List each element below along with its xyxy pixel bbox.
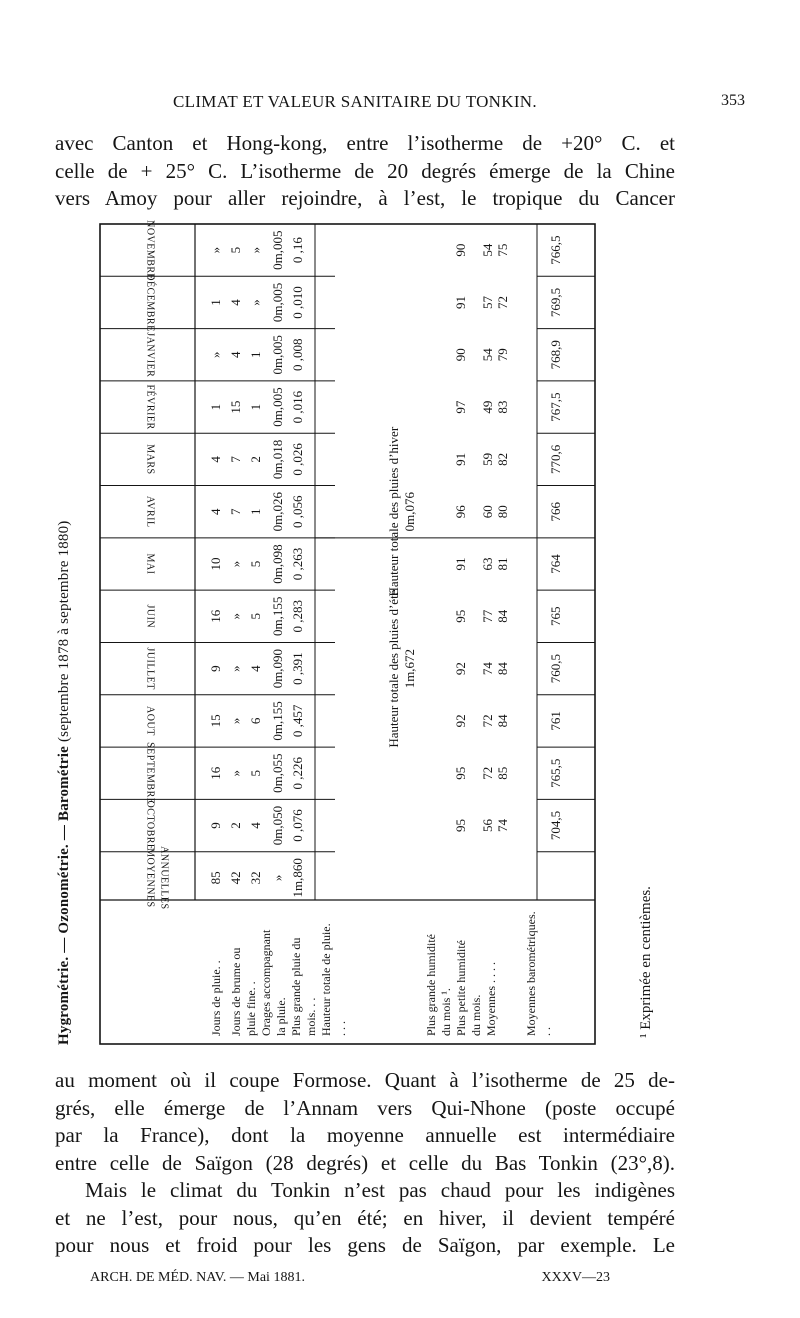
cell-moyennes-barometriques: 761 [548,711,563,731]
cell-plus-grande-humidite: 91 [453,452,468,466]
cell-orages: 32 [248,871,263,885]
cell-moyennes-barometriques: 765,5 [548,758,563,788]
cell-moyennes-barometriques: 760,5 [548,653,563,684]
paragraph-bottom [55,1067,675,1260]
text-line: celle de + 25° C. L’isotherme de 20 degrés émerge de la Chine [55,158,675,183]
text-line: avec Canton et Hong-kong, entre l’isotherme de +20° C. et [55,131,675,155]
cell-hauteur-pluie: 0 ,056 [290,495,305,528]
footer-journal: ARCH. DE MÉD. NAV. — Mai 1881. [90,1270,305,1285]
cell-plus-grande-humidite: 96 [453,505,468,519]
row-label-hauteur-pluie: Hauteur totale de pluie. [319,923,333,1036]
cell-jours-brume: 42 [228,871,243,885]
cell-plus-grande-pluie: 0m,026 [270,492,285,532]
cell-hauteur-pluie: 0 ,391 [290,652,305,685]
page-number: 353 [721,92,745,109]
page-footer [90,1270,640,1290]
row-label-plus-petite-humidite: Plus petite humidité [454,940,468,1036]
cell-jours-pluie: 16 [208,766,223,780]
cell-jours-brume: 4 [228,351,243,359]
cell-jours-pluie: 9 [208,822,223,829]
month-label: DÉCEMBRE [144,273,156,332]
cell-jours-pluie: 4 [208,456,223,463]
cell-moyennes-barometriques: 765 [548,606,563,627]
row-label-moyennes: Moyennes . . . . [484,962,498,1036]
cell-plus-grande-pluie: 0m,098 [270,544,285,584]
cell-hauteur-pluie: 0 ,026 [290,443,305,476]
footer-signature: XXXV—23 [541,1270,610,1285]
month-label: MARS [144,444,156,475]
month-label: ANNUELLES [158,846,170,910]
cell-moyennes: 79 [495,348,510,362]
cell-plus-grande-humidite: 90 [453,348,468,362]
cell-jours-pluie: 1 [208,403,223,411]
cell-moyennes-barometriques: 768,9 [548,340,563,370]
cell-plus-petite-humidite: 56 [480,819,495,833]
cell-moyennes: 75 [495,243,510,257]
cell-moyennes-barometriques: 770,6 [548,444,563,475]
cell-jours-pluie: 9 [208,665,223,672]
month-label: MOYENNES [144,848,156,908]
table-title-main: Hygrométrie. — Ozonométrie. — Barométrie [56,742,72,1045]
row-label-jours-brume: pluie fine. . [244,981,258,1036]
winter-total-value: 0m,076 [402,492,417,532]
cell-orages: 1 [248,403,263,411]
cell-plus-grande-pluie: 0m,005 [270,230,285,270]
cell-plus-petite-humidite: 57 [480,295,495,309]
text-line: et ne l’est, pour nous, qu’en été; en hiver, il devient tempéré [55,1205,675,1230]
cell-orages: » [248,299,263,306]
cell-plus-petite-humidite: 72 [480,714,495,728]
cell-jours-brume: 7 [228,456,243,463]
cell-plus-grande-humidite: 95 [453,609,468,623]
cell-plus-petite-humidite: 63 [480,557,495,571]
cell-moyennes: 83 [495,400,510,414]
cell-plus-grande-humidite: 95 [453,766,468,780]
text-line: pour nous et froid pour les gens de Saïgon, par exemple. Le [55,1233,675,1257]
cell-jours-brume: » [228,717,243,725]
summer-total-label: Hauteur totale des pluies d’été [386,589,401,748]
cell-hauteur-pluie: 1m,860 [290,858,305,898]
month-label: SEPTEMBRE [144,742,156,805]
cell-moyennes: 72 [495,295,510,309]
cell-plus-petite-humidite: 49 [480,400,495,414]
cell-plus-petite-humidite: 72 [480,766,495,780]
cell-jours-pluie: » [208,351,223,359]
month-label: AOUT [144,706,156,736]
cell-plus-grande-humidite: 91 [453,557,468,571]
cell-hauteur-pluie: 0 ,263 [290,547,305,581]
row-label-moyennes-barometriques: . . [539,1027,553,1036]
cell-moyennes: 82 [495,452,510,466]
row-label-plus-grande-humidite: du mois ¹. [439,988,453,1036]
cell-hauteur-pluie: 0 ,283 [290,600,305,633]
cell-hauteur-pluie: 0 ,457 [290,704,305,738]
cell-moyennes-barometriques: 766 [548,501,563,522]
cell-jours-pluie: 16 [208,609,223,623]
cell-jours-pluie: 10 [208,557,223,571]
cell-plus-grande-humidite: 97 [453,400,468,414]
cell-moyennes-barometriques: 769,5 [548,287,563,318]
cell-plus-grande-humidite: 92 [453,714,468,728]
cell-jours-brume: » [228,769,243,777]
row-label-orages: Orages accompagnant [259,929,273,1036]
text-line: au moment où il coupe Formose. Quant à l’isotherme de 25 de- [55,1068,675,1092]
cell-plus-grande-pluie: 0m,155 [270,596,285,636]
month-label: JANVIER [144,332,156,378]
footnote: ¹ Exprimée en centièmes. [638,886,654,1038]
cell-plus-petite-humidite: 74 [480,662,495,676]
row-label-plus-grande-humidite: Plus grande humidité [424,934,438,1036]
cell-plus-grande-pluie: 0m,005 [270,387,285,427]
summer-total-value: 1m,672 [402,648,417,689]
cell-jours-pluie: 85 [208,871,223,885]
cell-moyennes-barometriques: 704,5 [548,810,563,841]
cell-jours-brume: 4 [228,299,243,306]
cell-orages: 4 [248,822,263,829]
table-frame [100,224,595,1044]
cell-plus-petite-humidite: 77 [480,609,495,623]
cell-plus-grande-humidite: 90 [453,243,468,257]
cell-moyennes: 81 [495,557,510,571]
cell-hauteur-pluie: 0 ,008 [290,338,305,372]
cell-hauteur-pluie: 0 ,226 [290,756,305,790]
cell-hauteur-pluie: 0 ,010 [290,286,305,319]
cell-jours-pluie: » [208,246,223,254]
cell-orages: 1 [248,351,263,359]
cell-orages: 5 [248,560,263,568]
cell-plus-petite-humidite: 54 [480,243,495,257]
text-line: vers Amoy pour aller rejoindre, à l’est, le tropique du Cancer [55,186,675,210]
row-label-orages: la pluie. [274,997,288,1036]
month-label: AVRIL [144,495,156,528]
month-label: NOVEMBRE [144,220,156,281]
cell-orages: 4 [248,665,263,672]
cell-plus-grande-pluie: 0m,005 [270,282,285,323]
winter-total-label: Hauteur totale des pluies d’hiver [386,426,401,597]
cell-moyennes: 74 [495,819,510,833]
cell-plus-grande-humidite: 95 [453,819,468,833]
text-line: Mais le climat du Tonkin n’est pas chaud pour les indigènes [85,1178,675,1202]
cell-orages: 2 [248,456,263,463]
cell-jours-pluie: 1 [208,299,223,306]
row-label-plus-petite-humidite: du mois. [469,994,483,1036]
cell-moyennes: 84 [495,714,510,728]
cell-moyennes-barometriques: 766,5 [548,235,563,265]
table-title-period: (septembre 1878 à septembre 1880) [56,520,72,743]
cell-orages: 5 [248,769,263,777]
cell-jours-pluie: 15 [208,714,223,728]
cell-plus-grande-pluie: 0m,090 [270,648,285,689]
cell-plus-grande-pluie: 0m,050 [270,805,285,846]
row-label-plus-grande-pluie: mois. . . [304,997,318,1036]
text-line: par la France), dont la moyenne annuelle est intermédiaire [55,1123,675,1147]
month-label: JUILLET [144,647,156,690]
month-label: JUIN [144,604,156,629]
running-title: CLIMAT ET VALEUR SANITAIRE DU TONKIN. [173,92,537,111]
table-title [56,521,73,1046]
cell-plus-grande-pluie: 0m,018 [270,439,285,480]
row-label-jours-brume: Jours de brume ou [229,947,243,1036]
running-header [55,92,755,116]
cell-jours-brume: » [228,560,243,568]
paragraph-top [55,130,675,213]
cell-plus-petite-humidite: 59 [480,452,495,466]
cell-moyennes: 80 [495,505,510,519]
month-label: FÉVRIER [144,384,156,430]
cell-plus-grande-pluie: » [270,874,285,882]
cell-orages: 5 [248,613,263,620]
row-label-moyennes-barometriques: Moyennes barométriques. [524,911,538,1036]
cell-orages: » [248,246,263,254]
cell-moyennes: 84 [495,662,510,676]
rotated-data-table [80,220,605,1050]
cell-plus-petite-humidite: 60 [480,505,495,519]
cell-moyennes: 84 [495,609,510,623]
cell-plus-grande-humidite: 92 [453,662,468,676]
row-label-plus-grande-pluie: Plus grande pluie du [289,937,303,1036]
cell-hauteur-pluie: 0 ,076 [290,809,305,842]
cell-moyennes: 85 [495,766,510,780]
cell-moyennes-barometriques: 764 [548,554,563,574]
cell-plus-petite-humidite: 54 [480,348,495,362]
cell-hauteur-pluie: 0 ,016 [290,390,305,424]
row-label-hauteur-pluie: . . . [334,1021,348,1036]
cell-jours-brume: » [228,613,243,620]
cell-moyennes-barometriques: 767,5 [548,392,563,422]
cell-orages: 6 [248,717,263,725]
cell-hauteur-pluie: 0 ,16 [290,237,305,264]
row-label-jours-pluie: Jours de pluie. . [209,960,223,1036]
cell-jours-brume: 15 [228,400,243,414]
cell-plus-grande-pluie: 0m,055 [270,753,285,793]
cell-jours-pluie: 4 [208,508,223,515]
cell-jours-brume: 5 [228,246,243,254]
text-line: grés, elle émerge de l’Annam vers Qui-Nhone (poste occupé [55,1095,675,1120]
cell-jours-brume: 7 [228,508,243,515]
cell-plus-grande-humidite: 91 [453,295,468,309]
cell-plus-grande-pluie: 0m,005 [270,335,285,375]
cell-plus-grande-pluie: 0m,155 [270,701,285,741]
cell-jours-brume: » [228,665,243,672]
month-label: MAI [144,553,156,575]
month-label: OCTOBRE [144,800,156,851]
cell-orages: 1 [248,508,263,515]
cell-jours-brume: 2 [228,822,243,829]
text-line: entre celle de Saïgon (28 degrés) et celle du Bas Tonkin (23°,8). [55,1150,675,1175]
